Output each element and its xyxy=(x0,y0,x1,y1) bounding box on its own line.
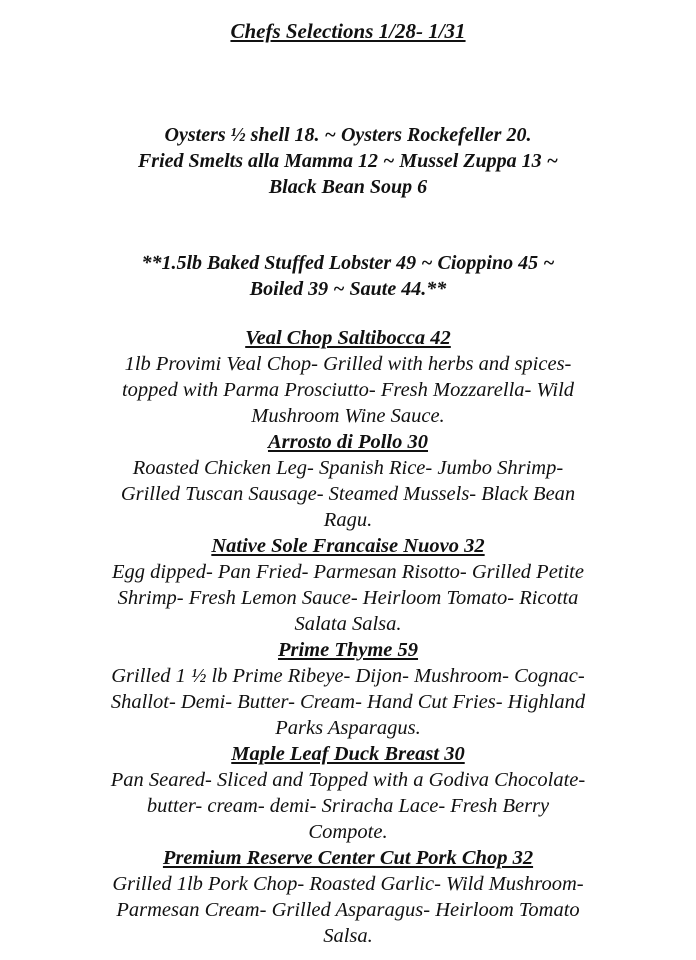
dish-arrosto-di-pollo xyxy=(40,429,656,533)
dish-desc-line: Grilled 1 ½ lb Prime Ribeye- Dijon- Mushroom- Cognac- xyxy=(111,665,585,687)
dish-desc-line: butter- cream- demi- Sriracha Lace- Fresh Berry xyxy=(146,795,550,817)
dish-desc-line: Salsa. xyxy=(323,925,373,947)
appetizer-specials xyxy=(40,122,656,200)
dish-name: Prime Thyme 59 xyxy=(277,639,419,661)
dish-desc-line: Grilled Tuscan Sausage- Steamed Mussels- Black Bean xyxy=(120,483,576,505)
dish-name: Veal Chop Saltibocca 42 xyxy=(245,327,451,349)
dish-desc-line: topped with Parma Prosciutto- Fresh Mozzarella- Wild xyxy=(121,379,575,401)
dish-desc-line: Parmesan Cream- Grilled Asparagus- Heirloom Tomato xyxy=(116,899,580,921)
dish-description xyxy=(40,351,656,429)
dish-name: Arrosto di Pollo 30 xyxy=(267,431,429,453)
dish-description xyxy=(40,663,656,741)
dish-desc-line: Shallot- Demi- Butter- Cream- Hand Cut Fries- Highland xyxy=(110,691,586,713)
page-title: Chefs Selections 1/28- 1/31 xyxy=(230,19,466,43)
lobster-line: **1.5lb Baked Stuffed Lobster 49 ~ Cioppino 45 ~ xyxy=(141,252,555,274)
dish-desc-line: Mushroom Wine Sauce. xyxy=(251,405,445,427)
lobster-line: Boiled 39 ~ Saute 44.** xyxy=(249,278,447,300)
dish-veal-chop xyxy=(40,325,656,429)
dish-desc-line: Egg dipped- Pan Fried- Parmesan Risotto- Grilled Petite xyxy=(112,561,584,583)
dish-description xyxy=(40,767,656,845)
dish-desc-line: Shrimp- Fresh Lemon Sauce- Heirloom Tomato- Ricotta xyxy=(117,587,579,609)
dish-duck-breast xyxy=(40,741,656,845)
dish-name: Premium Reserve Center Cut Pork Chop 32 xyxy=(162,847,534,869)
dish-description xyxy=(40,871,656,949)
dish-desc-line: Grilled 1lb Pork Chop- Roasted Garlic- Wild Mushroom- xyxy=(112,873,584,895)
lobster-specials xyxy=(40,250,656,302)
dish-native-sole xyxy=(40,533,656,637)
dish-desc-line: Parks Asparagus. xyxy=(275,717,421,739)
dish-desc-line: Compote. xyxy=(308,821,388,843)
dish-description xyxy=(40,559,656,637)
dish-name: Native Sole Francaise Nuovo 32 xyxy=(211,535,485,557)
appetizer-line: Fried Smelts alla Mamma 12 ~ Mussel Zuppa 13 ~ xyxy=(137,150,559,172)
dish-prime-thyme xyxy=(40,637,656,741)
dish-desc-line: 1lb Provimi Veal Chop- Grilled with herbs and spices- xyxy=(124,353,572,375)
dish-pork-chop xyxy=(40,845,656,949)
dish-desc-line: Salata Salsa. xyxy=(294,613,402,635)
dish-desc-line: Pan Seared- Sliced and Topped with a Godiva Chocolate- xyxy=(110,769,586,791)
appetizer-line: Black Bean Soup 6 xyxy=(268,176,428,198)
dish-desc-line: Roasted Chicken Leg- Spanish Rice- Jumbo Shrimp- xyxy=(132,457,564,479)
appetizer-line: Oysters ½ shell 18. ~ Oysters Rockefeller 20. xyxy=(164,124,532,146)
dish-name: Maple Leaf Duck Breast 30 xyxy=(231,743,465,765)
entree-list xyxy=(40,325,656,949)
dish-desc-line: Ragu. xyxy=(323,509,373,531)
dish-description xyxy=(40,455,656,533)
